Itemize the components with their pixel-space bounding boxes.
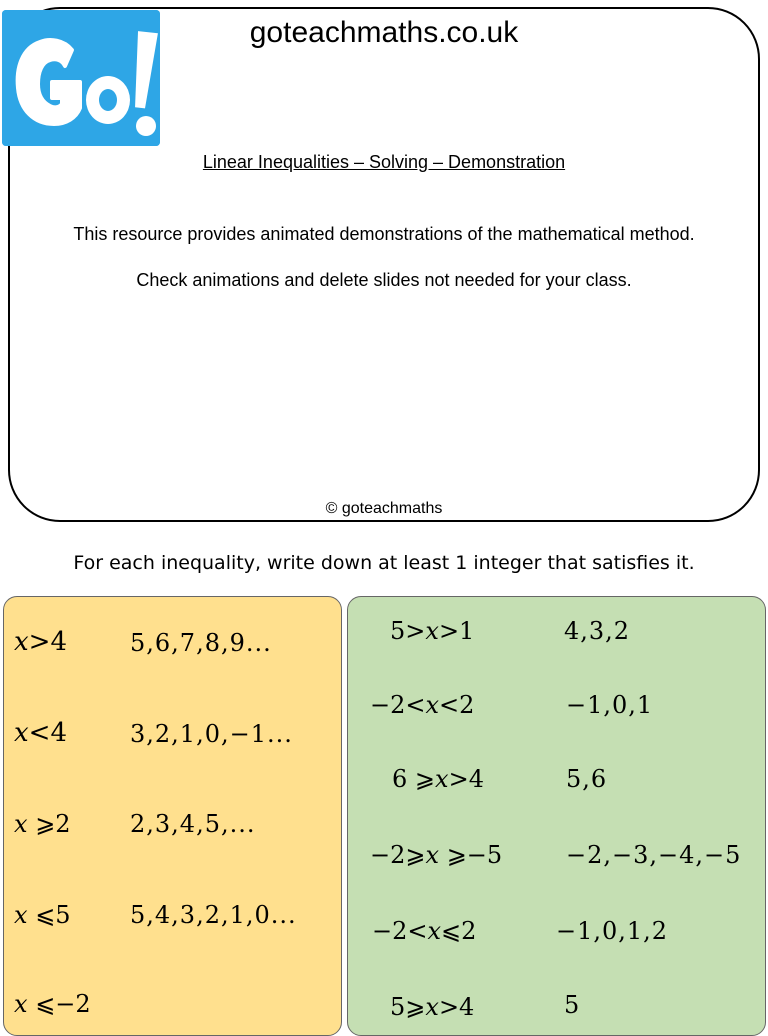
inequality: 5⩾x>4: [390, 993, 475, 1021]
right-inequality-panel: [347, 596, 766, 1036]
answer: −1,0,1,2: [556, 917, 669, 945]
answer: 2,3,4,5,...: [130, 810, 256, 838]
inequality: x ⩾2: [14, 810, 71, 838]
site-name[interactable]: goteachmaths.co.uk: [249, 16, 519, 49]
answer: −1,0,1: [566, 691, 654, 719]
inequality: −2<x<2: [370, 691, 475, 719]
answer: 5,4,3,2,1,0...: [130, 901, 297, 929]
copyright-notice: © goteachmaths: [325, 500, 443, 517]
page-title: Linear Inequalities – Solving – Demonstration: [202, 152, 566, 172]
instruction-text: For each inequality, write down at least 1 integer that satisfies it.: [73, 552, 695, 574]
left-inequality-panel: [3, 596, 342, 1036]
answer: 5,6: [566, 765, 608, 793]
answer: 3,2,1,0,−1...: [130, 720, 293, 748]
inequality: −2⩾x ⩾−5: [370, 841, 503, 869]
inequality: x<4: [14, 718, 68, 748]
description-line-2: Check animations and delete slides not needed for your class.: [136, 270, 632, 290]
inequality: x ⩽−2: [14, 990, 91, 1018]
answer: 5: [564, 991, 581, 1019]
answer: 5,6,7,8,9...: [130, 629, 272, 657]
inequality: 6 ⩾x>4: [392, 765, 484, 793]
answer: −2,−3,−4,−5: [566, 841, 742, 869]
inequality: −2<x⩽2: [372, 917, 477, 945]
description-line-1: This resource provides animated demonstrations of the mathematical method.: [73, 224, 695, 244]
inequality: x>4: [14, 627, 68, 657]
inequality: 5>x>1: [390, 617, 475, 645]
answer: 4,3,2: [564, 617, 631, 645]
inequality: x ⩽5: [14, 901, 71, 929]
